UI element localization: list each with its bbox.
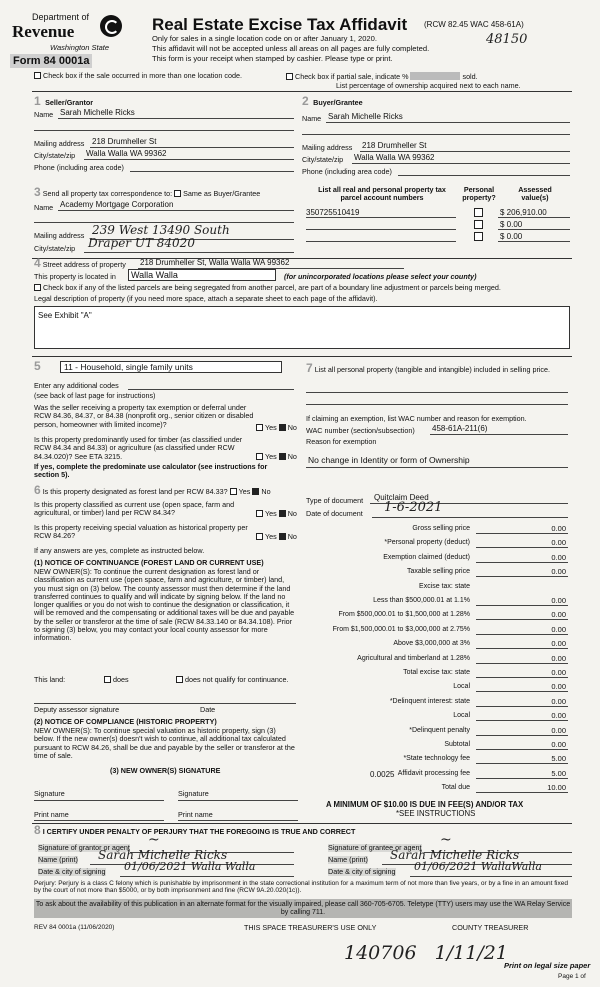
tax-row-label: *Delinquent interest: state (389, 697, 470, 705)
tax-row-label: Excise tax: state (419, 582, 470, 590)
located-select[interactable] (128, 269, 276, 281)
form-rcw: (RCW 82.45 WAC 458-61A) (424, 20, 524, 29)
seller-city-field[interactable]: Walla Walla WA 99362 (86, 149, 167, 158)
dept-line1: Department of (32, 12, 90, 22)
buyer-heading: Buyer/Grantee (313, 98, 363, 107)
does-label: does (113, 675, 129, 684)
seller-name-label: Name (34, 110, 54, 119)
q-exemption: Was the seller receiving a property tax exemption or deferral under RCW 84.36, 84.37, or 84.38 (nonprofit org., senior citizen or disabled person, homeowner with limited income)? (34, 403, 254, 429)
sec3-name-label: Name (34, 203, 54, 212)
tax-row-value[interactable]: 5.00 (551, 754, 566, 764)
if-any-yes: If any answers are yes, complete as instructed below. (34, 546, 205, 555)
yes-label: Yes (265, 532, 277, 541)
parcel-account-field[interactable]: 350725510419 (306, 208, 360, 217)
buyer-mail-label: Mailing address (302, 143, 353, 152)
tax-row-value[interactable]: 0.00 (551, 596, 566, 605)
buyer-phone-label: Phone (including area code) (302, 167, 392, 176)
no-label: No (287, 423, 297, 432)
q-exemption-yes-checkbox[interactable] (256, 424, 263, 431)
tax-row-label: Total due (441, 784, 470, 792)
treasurer-use-only: THIS SPACE TREASURER'S USE ONLY (244, 923, 377, 932)
doc-date-field[interactable]: 1-6-2021 (384, 500, 443, 515)
tax-row-label: Less than $500,000.01 at 1.1% (373, 597, 470, 604)
section-8-number: 8 (34, 823, 41, 837)
multi-location-checkbox-row[interactable] (34, 72, 242, 80)
segregated-checkbox[interactable] (34, 284, 41, 291)
seller-mail-field[interactable]: 218 Drumheller St (92, 137, 157, 146)
availability-text: To ask about the availability of this publication in an alternate format for the visually impaired, please call 360-705-6705. Teletype (TTY) users may use the WA Relay Service by calling 711. (35, 901, 571, 916)
q-current-use-no-checkbox[interactable] (279, 510, 286, 517)
local-rate: 0.0025 (370, 770, 395, 779)
new-owner-signature-2: Signature (178, 789, 209, 798)
seller-heading: Seller/Grantor (45, 98, 94, 107)
county-treasurer: COUNTY TREASURER (452, 923, 529, 932)
q-current-use-yes-checkbox[interactable] (256, 510, 263, 517)
grantor-signature-label: Signature of grantor or agent (38, 843, 130, 852)
grantee-signature-label: Signature of grantee or agent (328, 843, 422, 852)
tax-row-value[interactable]: 0.00 (551, 740, 566, 749)
grantor-signature[interactable]: ~ (148, 832, 160, 848)
doc-type-label: Type of document (306, 496, 364, 505)
parcel-col-header: List all real and personal property tax parcel account numbers (318, 185, 446, 203)
reason-field[interactable]: No change in Identity or form of Ownership (308, 455, 470, 465)
tax-row-label: Local (453, 712, 470, 720)
seller-mail-label: Mailing address (34, 139, 85, 148)
doc-date-label: Date of document (306, 509, 363, 518)
legal-description-box[interactable] (34, 306, 570, 349)
legal-description-text: See Exhibit "A" (38, 311, 92, 320)
buyer-name-label: Name (302, 114, 322, 123)
notice-2: This affidavit will not be accepted unless all areas on all pages are fully completed. (152, 44, 430, 53)
grantor-date-field[interactable]: 01/06/2021 Walla Walla (124, 860, 256, 873)
q-current-use: Is this property classified as current use (open space, farm and agricultural, or timber) land per RCW 84.34? (34, 500, 235, 518)
tax-row-label: Above $3,000,000 at 3% (393, 640, 470, 648)
section-5-number: 5 (34, 359, 41, 373)
tax-row-value[interactable]: 0.00 (551, 711, 566, 721)
form-number: Form 84 0001a (10, 54, 92, 68)
revenue-swirl-icon (100, 15, 122, 37)
rev-number: REV 84 0001a (11/06/2020) (34, 924, 115, 931)
handwritten-number: 48150 (486, 32, 528, 47)
tax-row-value[interactable]: 0.00 (551, 610, 566, 620)
grantor-name-label: Name (print) (38, 855, 78, 864)
new-owner-print-1: Print name (34, 810, 69, 819)
no-label: No (287, 452, 297, 461)
list-pct-note: List percentage of ownership acquired next to each name. (336, 81, 521, 90)
treasurer-handwritten-stamp: 140706 1/11/21 (344, 942, 508, 964)
deputy-assessor-label: Deputy assessor signature (34, 705, 120, 714)
tax-row-label: From $1,500,000.01 to $3,000,000 at 2.75% (332, 625, 470, 633)
codes-note: (see back of last page for instructions) (34, 391, 156, 400)
q-historic-no-checkbox[interactable] (279, 533, 286, 540)
grantor-date-label: Date & city of signing (38, 867, 106, 876)
wac-label: WAC number (section/subsection) (306, 426, 415, 435)
tax-row-value[interactable]: 0.00 (551, 552, 566, 562)
no-label: No (287, 532, 297, 541)
perjury-note (34, 880, 572, 894)
notice-1: Only for sales in a single location code on or after January 1, 2020. (152, 34, 377, 43)
personal-col-header: Personal property? (462, 185, 496, 203)
tax-row-label: Local (453, 683, 470, 691)
tax-row-label: *Delinquent penalty (409, 726, 470, 734)
new-owner-print-2: Print name (178, 810, 213, 819)
sec3-name-field[interactable]: Academy Mortgage Corporation (60, 200, 174, 209)
section-6-number: 6 (34, 483, 41, 497)
buyer-mail-field[interactable]: 218 Drumheller St (362, 141, 427, 150)
section-4-number: 4 (34, 256, 41, 270)
assessed-value-field[interactable]: $ 0.00 (500, 232, 523, 241)
yes-label: Yes (265, 509, 277, 518)
personal-property-checkbox[interactable] (474, 220, 483, 229)
doc-type-field[interactable]: Quitclaim Deed (374, 493, 429, 502)
grantee-date-label: Date & city of signing (328, 867, 396, 876)
tax-row-label: Gross selling price (412, 525, 470, 532)
multi-location-label: Check box if the sale occurred in more than one location code. (43, 71, 242, 80)
does-not-checkbox[interactable] (176, 676, 183, 683)
this-land-label: This land: (34, 675, 66, 684)
personal-property-checkbox[interactable] (474, 232, 483, 241)
located-value: Walla Walla (131, 270, 178, 280)
section-2-number: 2 (302, 94, 309, 108)
tax-row-value[interactable]: 0.00 (551, 538, 566, 548)
tax-row-value[interactable]: 0.00 (551, 524, 566, 533)
tax-row-value[interactable]: 0.00 (551, 668, 566, 677)
page-number: Page 1 of (558, 973, 586, 980)
tax-row-label: Affidavit processing fee (397, 769, 470, 777)
q-timber: Is this property predominantly used for timber (as classified under RCW 84.34 and 84.33) or agriculture (as classified under RCW 84.34.020)? See ETA 3215. (34, 435, 243, 461)
q-timber-note: If yes, complete the predominate use calculator (see instructions for section 5). (34, 462, 268, 480)
reason-label: Reason for exemption (306, 437, 377, 446)
tax-row-label: *State technology fee (403, 755, 470, 763)
assessed-col-header: Assessed value(s) (518, 185, 552, 203)
tax-row-label: *Personal property (deduct) (384, 539, 470, 547)
certify-text: I CERTIFY UNDER PENALTY OF PERJURY THAT THE FOREGOING IS TRUE AND CORRECT (42, 827, 356, 836)
no-label: No (261, 487, 271, 496)
tax-row-value[interactable]: 5.00 (551, 768, 566, 778)
buyer-name-field[interactable]: Sarah Michelle Ricks (328, 112, 403, 121)
tax-row-label: Total excise tax: state (403, 669, 470, 676)
grantee-date-field[interactable]: 01/06/2021 WallaWalla (414, 860, 542, 873)
partial-pct-field[interactable] (410, 72, 460, 80)
notice-compliance-body: NEW OWNER(S): To continue special valuation as historic property, sign (3) below. If the new owner(s) doesn't wish to continue, all additional tax calculated pursuant to RCW 84.26, shall be due and payable by the seller or transferor at the time of sale. (34, 726, 295, 760)
tax-row-value[interactable]: 0.00 (551, 682, 566, 692)
grantor-name-field[interactable]: Sarah Michelle Ricks (98, 848, 228, 862)
does-not-label: does not qualify for continuance. (185, 675, 289, 684)
yes-label: Yes (265, 452, 277, 461)
dept-line2: Revenue (12, 22, 75, 41)
tax-row-label: Exemption claimed (deduct) (383, 553, 470, 561)
q-timber-yes-checkbox[interactable] (256, 453, 263, 460)
q-exemption-no-checkbox[interactable] (279, 424, 286, 431)
tax-row-value[interactable]: 0.00 (551, 696, 566, 706)
grantee-name-label: Name (print) (328, 855, 368, 864)
segregated-label: Check box if any of the listed parcels are being segregated from another parcel, are part of a boundary line adjustment or parcels being merged. (43, 283, 501, 292)
notice-3: This form is your receipt when stamped by cashier. Please type or print. (152, 54, 393, 63)
send-correspondence-label: Send all property tax correspondence to: (42, 189, 173, 198)
same-as-buyer-checkbox[interactable] (174, 190, 181, 197)
wac-field[interactable]: 458-61A-211(6) (432, 424, 488, 433)
tax-row-value[interactable]: 10.00 (547, 783, 566, 793)
section-1-number: 1 (34, 94, 41, 108)
q-forest-no-checkbox[interactable] (252, 488, 259, 495)
land-use-select[interactable] (60, 361, 282, 373)
tax-row-label: Subtotal (444, 741, 470, 748)
print-legal-note: Print on legal size paper (504, 961, 591, 970)
section-7-number: 7 (306, 361, 313, 375)
grantee-name-field[interactable]: Sarah Michelle Ricks (390, 848, 520, 862)
dept-line3: Washington State (50, 43, 110, 52)
sold-label: sold. (462, 72, 478, 81)
partial-sale-row[interactable] (286, 72, 478, 81)
availability-note (34, 899, 572, 918)
same-as-buyer-label: Same as Buyer/Grantee (183, 189, 261, 198)
street-field[interactable]: 218 Drumheller St, Walla Walla WA 99362 (140, 258, 290, 267)
multi-location-checkbox[interactable] (34, 72, 41, 79)
seller-name-field[interactable]: Sarah Michelle Ricks (60, 108, 135, 117)
see-instructions-note: *SEE INSTRUCTIONS (396, 809, 476, 818)
sec3-mail-field[interactable]: 239 West 13490 South (92, 223, 230, 237)
does-checkbox[interactable] (104, 676, 111, 683)
located-label: This property is located in (34, 272, 116, 281)
q-forest-yes-checkbox[interactable] (230, 488, 237, 495)
buyer-city-label: City/state/zip (302, 155, 344, 164)
tax-row-value[interactable]: 0.00 (551, 567, 566, 577)
sec3-city-label: City/state/zip (34, 244, 76, 253)
dor-logo-block (8, 10, 130, 72)
yes-label: Yes (238, 487, 251, 496)
new-owner-sig-heading: (3) NEW OWNER(S) SIGNATURE (110, 766, 221, 775)
q-historic-yes-checkbox[interactable] (256, 533, 263, 540)
grantee-signature[interactable]: ~ (440, 832, 452, 848)
partial-sale-checkbox[interactable] (286, 73, 293, 80)
tax-row-value[interactable]: 0.00 (551, 653, 566, 663)
notice-continuance-heading: (1) NOTICE OF CONTINUANCE (FOREST LAND OR CURRENT USE) (34, 558, 264, 567)
assessed-value-field[interactable]: $ 0.00 (500, 220, 523, 229)
tax-row-value[interactable]: 0.00 (551, 639, 566, 649)
buyer-city-field[interactable]: Walla Walla WA 99362 (354, 153, 435, 162)
tax-row-label: Agricultural and timberland at 1.28% (357, 654, 470, 662)
tax-row-value[interactable]: 0.00 (551, 725, 566, 735)
form-title: Real Estate Excise Tax Affidavit (152, 15, 408, 34)
sec3-mail-label: Mailing address (34, 231, 85, 240)
tax-row-value[interactable]: 0.00 (551, 624, 566, 634)
tax-row-label: From $500,000.01 to $1,500,000 at 1.28% (338, 611, 470, 619)
personal-property-checkbox[interactable] (474, 208, 483, 217)
partial-sale-label: Check box if partial sale, indicate % (295, 72, 409, 81)
q-historic: Is this property receiving special valuation as historical property per RCW 84.26? (34, 523, 248, 541)
assessed-value-field[interactable]: $ 206,910.00 (500, 208, 547, 217)
perjury-text: Perjury: Perjury is a class C felony which is punishable by imprisonment in the state correctional institution for a maximum term of not more than five years, or by a fine in an amount fixed by the court of not more than $5000, or by both imprisonment and fine (RCW 9A.20.020(1c)). (34, 880, 568, 895)
sec3-city-field[interactable]: Draper UT 84020 (88, 236, 195, 250)
q-forest: Is this property designated as forest land per RCW 84.33? (42, 487, 228, 496)
personal-property-label: List all personal property (tangible and intangible) included in selling price. (314, 365, 551, 374)
seller-phone-label: Phone (including area code) (34, 163, 124, 172)
notice-continuance-body: NEW OWNER(S): To continue the current designation as forest land or classification as current use (open space, farm and agriculture, or timber) land, you must sign on (3) below. The county assessor must then determine if the land transferred continues to qualify and will indicate by signing below. If the land no longer qualifies or you do not wish to continue the designation or classification, it will be removed and the compensating or additional taxes will be due and payable by the seller or transferor at the time of sale (RCW 84.33.140 or 84.34.108). Prior to signing (3) below, you may contact your local county assessor for more information. (34, 567, 295, 643)
legal-label: Legal description of property (if you need more space, attach a separate sheet to each page of the affidavit). (34, 294, 378, 303)
exemption-label: If claiming an exemption, list WAC number and reason for exemption. (306, 414, 527, 423)
new-owner-signature-1: Signature (34, 789, 65, 798)
minimum-due-note: A MINIMUM OF $10.00 IS DUE IN FEE(S) AND/OR TAX (326, 800, 524, 809)
codes-label: Enter any additional codes (34, 381, 119, 390)
land-use-value: 11 - Household, single family units (64, 362, 193, 372)
seller-city-label: City/state/zip (34, 151, 76, 160)
yes-label: Yes (265, 423, 277, 432)
street-label: Street address of property (42, 260, 126, 269)
no-label: No (287, 509, 297, 518)
deputy-date-label: Date (200, 705, 216, 714)
section-3-number: 3 (34, 185, 41, 199)
q-timber-no-checkbox[interactable] (279, 453, 286, 460)
tax-row-label: Taxable selling price (406, 568, 470, 576)
notice-compliance-heading: (2) NOTICE OF COMPLIANCE (HISTORIC PROPERTY) (34, 717, 217, 726)
located-note: (for unincorporated locations please select your county) (284, 272, 477, 281)
